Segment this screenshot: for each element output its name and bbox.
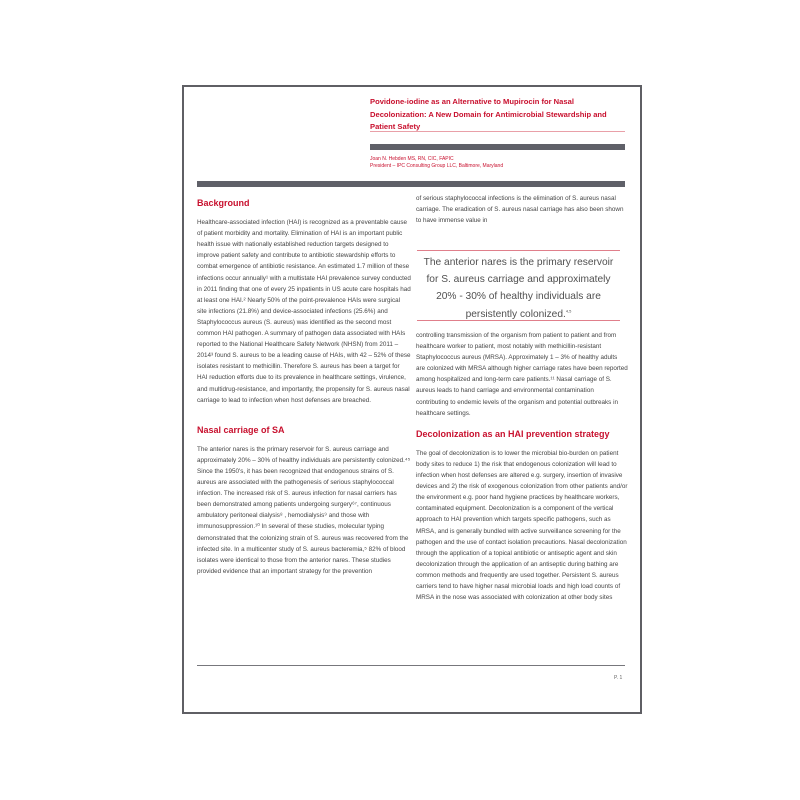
paragraph-decolonization: The goal of decolonization is to lower the microbial bio-burden on patient body sites to reduce 1) the risk that endogenous colonization will lead to infection when host defenses are altered e.g. surgery, insertion of invasive devices and 2) the risk of exogenous colonization from other patients and/or the environment e.g. poor hand hygiene practices by healthcare workers, contaminated equipment. Decolonization is a component of the vertical approach to HAI prevention which targets specific pathogens, such as MRSA, and is generally bundled with active surveillance screening for the pathogen and the use of contact isolation precautions. Nasal decolonization through the application of a topical antibiotic or antiseptic agent and skin decolonization through the application of an antiseptic during bathing are common methods and frequently are used together. Persistent S. aureus carriers tend to have higher nasal microbial loads and high load counts of MRSA in the nose was associated with colonization at other body sites [416, 449, 628, 602]
pull-quote [417, 254, 620, 323]
author-block [370, 156, 503, 170]
column-right-bottom [416, 330, 628, 603]
title-divider [370, 131, 625, 132]
document-title: Povidone-iodine as an Alternative to Mupirocin for Nasal Decolonization: A New Domain for Antimicrobial Stewardship and Patient Safety [370, 97, 607, 132]
paragraph-background: Healthcare-associated infection (HAI) is recognized as a preventable cause of patient morbidity and mortality. Elimination of HAI is an important public health issue with nationally established reduction targets designed to improve patient safety and contribute to antibiotic stewardship efforts to combat emergence of antibiotic resistance. An estimated 1.7 million of these infections occur annually¹ with a multistate HAI prevalence survey conducted in 2011 finding that one of every 25 inpatients in US acute care hospitals had at least one HAI.² Nearly 50% of the point-prevalence HAIs were surgical site infections (21.8%) and device-associated infections (25.6%) and Staphylococcus aureus (S. aureus) was identified as the second most common HAI pathogen. A summary of pathogen data associated with HAIs reported to the National Healthcare Safety Network (NHSN) from 2011 – 2014³ found S. aureus to be a leading cause of HAIs, with 42 – 52% of these isolates resistant to methicillin. Therefore S. aureus has been a target for HAI reduction efforts due to its prevalence in healthcare settings, virulence, and multidrug-resistance, and importantly, the propensity for S. aureus nasal carriage to lead to infection when host defenses are breached. [197, 219, 411, 404]
pull-quote-ref: 4,5 [565, 308, 572, 314]
page-number: P. 1 [614, 675, 623, 681]
paragraph-nasal-carriage: The anterior nares is the primary reservoir for S. aureus carriage and approximately 20% – 30% of healthy individuals are persistently colonized.⁴⁵ Since the 1950's, it has been recognized that endogenous strains of S. aureus are associated with the pathogenesis of serious staphylococcal infection. The increased risk of S. aureus infection for nasal carriers has been demonstrated among patients undergoing surgery⁶⁷, continuous ambulatory peritoneal dialysis⁸ , hemodialysis⁹ and those with immunosuppression.¹⁰ In several of these studies, molecular typing demonstrated that the colonizing strain of S. aureus was recovered from the infected site. In a multicenter study of S. aureus bacteremia,⁵ 82% of blood isolates were identical to those from the anterior nares. These studies provided evidence that an important strategy for the prevention [197, 445, 411, 575]
footer-rule [197, 665, 625, 666]
column-left [197, 198, 411, 577]
author-bar [370, 144, 625, 150]
pull-quote-top-rule [417, 250, 620, 251]
paragraph-continuation: of serious staphylococcal infections is the elimination of S. aureus nasal carriage. The eradication of S. aureus nasal carriage has also been shown to have immense value in [416, 195, 624, 225]
heading-nasal-carriage: Nasal carriage of SA [197, 424, 285, 435]
pull-quote-text: The anterior nares is the primary reservoir for S. aureus carriage and approximately 20% - 30% of healthy individuals are persistently colonized. [423, 257, 614, 320]
heading-decolonization: Decolonization as an HAI prevention strategy [416, 428, 610, 439]
pull-quote-bottom-rule [417, 320, 620, 321]
heading-background: Background [197, 198, 250, 208]
paragraph-mrsa: controlling transmission of the organism from patient to patient and from healthcare worker to patient, most notably with methicillin-resistant Staphylococcus aureus (MRSA). Approximately 1 – 3% of healthy adults are colonized with MRSA although higher carriage rates have been reported among hospitalized and long-term care patients.¹¹ Nasal carriage of S. aureus leads to hand carriage and environmental contamination contributing to endemic levels of the organism and potential outbreaks in healthcare settings. [416, 332, 628, 417]
author-affiliation: President – IPC Consulting Group LLC, Baltimore, Maryland [370, 163, 504, 169]
column-right-top [416, 193, 628, 226]
author-name: Joan N. Hebden MS, RN, CIC, FAPIC [370, 156, 454, 162]
header-bar [197, 181, 625, 187]
